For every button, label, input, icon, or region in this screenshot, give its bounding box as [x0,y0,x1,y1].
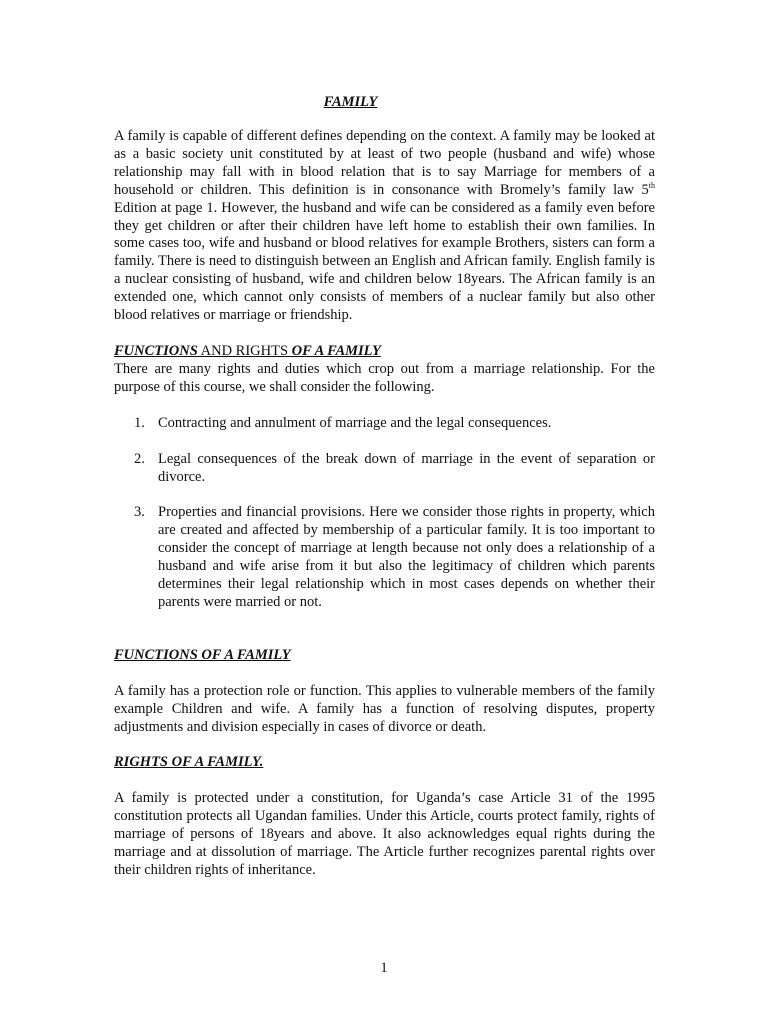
intro-text-b: Edition at page 1. However, the husband and wife can be considered as a family even before they get children or after their children have left home to establish their own families. In some cases too, wife and husband or blood relatives for example Brothers, sisters can form a family. There is need to distinguish between an English and African family. English family is a nuclear consisting of husband, wife and children below 18years. The African family is an extended one, which cannot only consists of members of a nuclear family but also other blood relatives or marriage or friendship. [114,199,655,324]
heading-part-and-rights: AND RIGHTS [197,343,292,359]
list-number: 2. [134,451,145,467]
rights-heading: RIGHTS OF A FAMILY. [114,754,264,770]
functions-rights-paragraph: There are many rights and duties which crop out from a marriage relationship. For the purpose of this course, we shall consider the following. [114,361,655,395]
list-text: Properties and financial provisions. Here we consider those rights in property, which are created and affected by membership of a particular family. It is too important to consider the concept of marriage at length because not only does a relationship of a husband and wife arise from it but also the legitimacy of children which parents determines their legal relationship which in most cases depends on whether their parents were married or not. [158,504,655,610]
list-text: Contracting and annulment of marriage and the legal consequences. [158,415,552,431]
functions-paragraph: A family has a protection role or function. This applies to vulnerable members of the family example Children and wife. A family has a function of resolving disputes, property adjustments and division especially in cases of divorce or death. [114,683,655,735]
intro-text-a: A family is capable of different defines depending on the context. A family may be looked at as a basic society unit constituted by at least of two people (husband and wife) whose relationship may fall with in blood relation that is to say Marriage for members of a household or children. This definition is in consonance with Bromely’s family law 5 [114,128,655,198]
functions-heading: FUNCTIONS OF A FAMILY [114,647,291,663]
intro-paragraph [114,128,655,325]
document-title: FAMILY [323,94,378,110]
heading-part-of-a-family: OF A FAMILY [291,343,381,359]
list-text: Legal consequences of the break down of marriage in the event of separation or divorce. [158,451,655,485]
functions-rights-heading [114,343,381,361]
list-number: 3. [134,504,145,520]
page-number: 1 [380,960,388,976]
heading-part-functions: FUNCTIONS [114,343,198,359]
rights-paragraph: A family is protected under a constitution, for Uganda’s case Article 31 of the 1995 constitution protects all Ugandan families. Under this Article, courts protect family, rights of marriage of persons of 18years and above. It also acknowledges equal rights during the marriage and at dissolution of marriage. The Article further recognizes parental rights over their children rights of inheritance. [114,790,655,878]
list-number: 1. [134,415,145,431]
intro-superscript: th [648,180,655,190]
